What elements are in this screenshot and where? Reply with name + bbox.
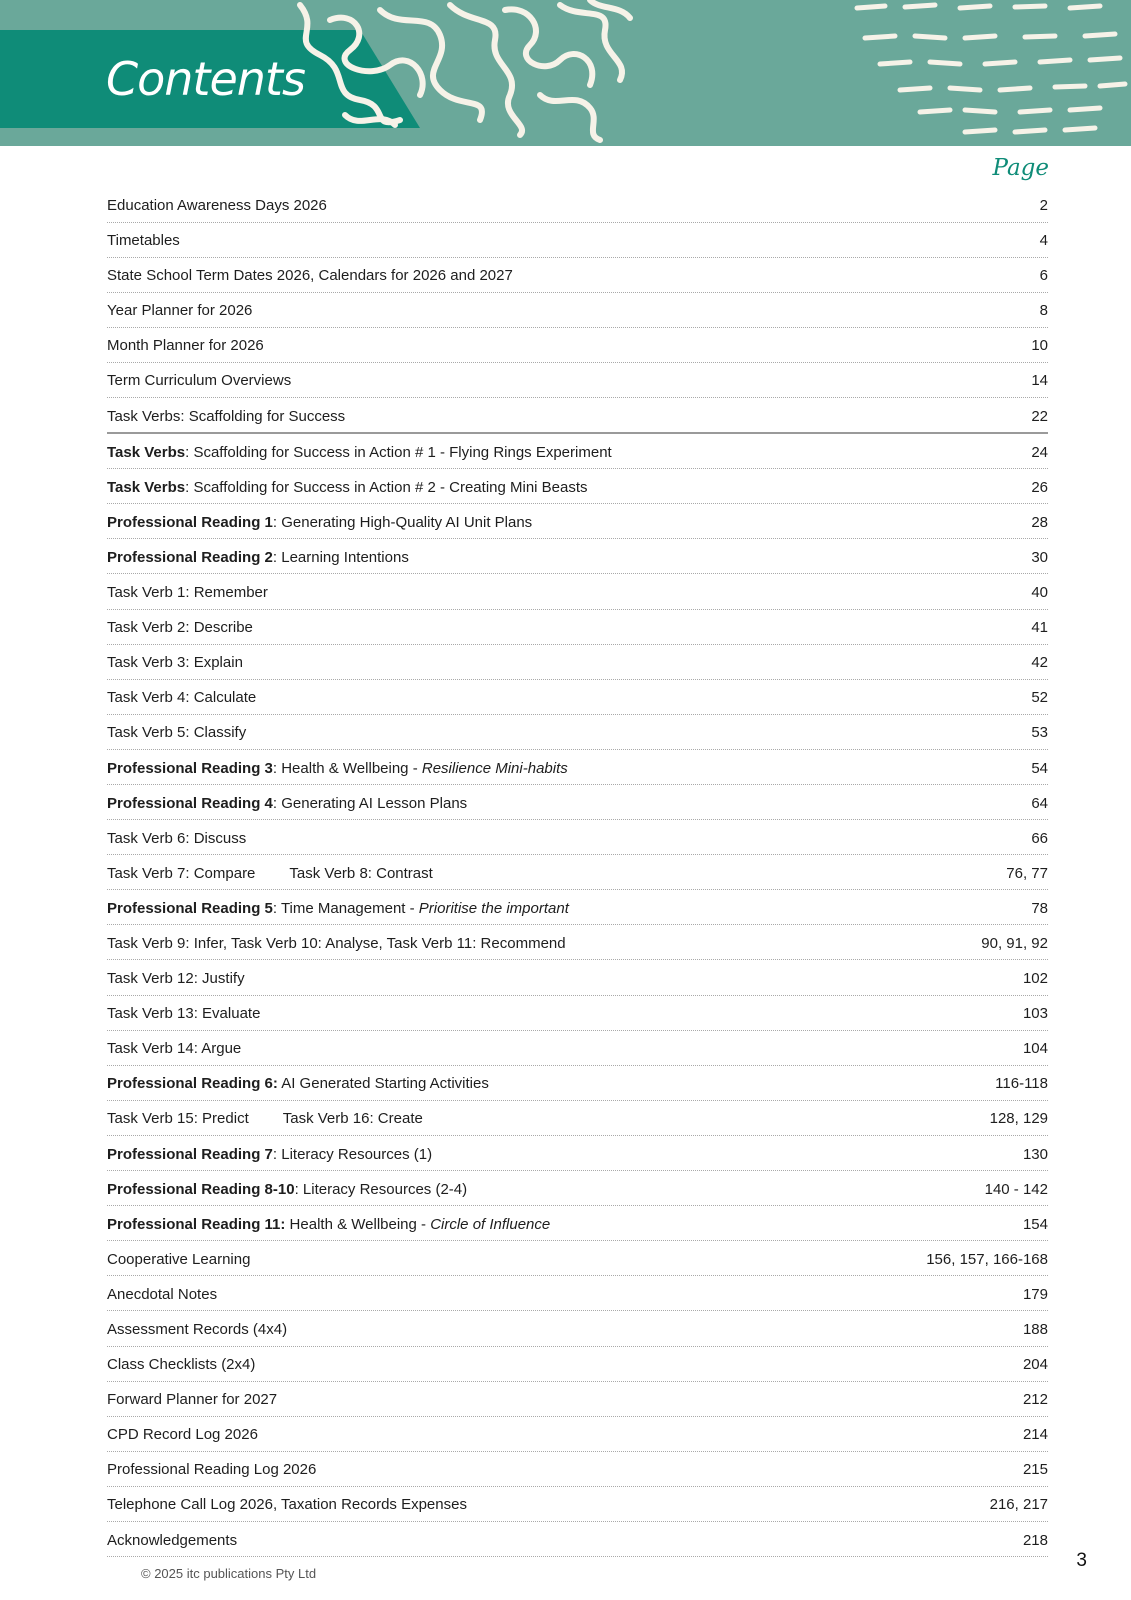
toc-entry-page: 41: [1031, 619, 1048, 637]
toc-entry-page: 52: [1031, 689, 1048, 707]
toc-entry-page: 8: [1039, 302, 1048, 320]
dash-pattern: [857, 5, 1125, 132]
toc-row: [107, 1349, 1048, 1382]
toc-entry-text: Health & Wellbeing -: [285, 1215, 431, 1233]
toc-row: [107, 401, 1048, 435]
toc-row: [107, 928, 1048, 961]
toc-row: [107, 577, 1048, 610]
toc-entry-title: [107, 1244, 250, 1275]
toc-entry-bold: Professional Reading 2: [107, 548, 273, 566]
toc-entry-italic: Circle of Influence: [430, 1215, 551, 1233]
toc-entry-bold: Professional Reading 6:: [107, 1075, 278, 1093]
toc-row: [107, 998, 1048, 1031]
toc-row: [107, 788, 1048, 821]
toc-entry-bold: Task Verbs: [107, 443, 186, 461]
toc-entry-page: 14: [1031, 372, 1048, 390]
toc-entry-bold: Professional Reading 8-10: [107, 1180, 295, 1198]
toc-entry-title: [107, 1525, 237, 1556]
toc-entry-page: 116-118: [995, 1075, 1048, 1093]
toc-entry-title: [107, 1174, 467, 1205]
toc-entry-title: [107, 647, 243, 678]
toc-row: [107, 753, 1048, 786]
toc-entry-text: Task Verb 14: Argue: [107, 1040, 242, 1058]
toc-entry-text: Term Curriculum Overviews: [107, 372, 292, 390]
toc-row: [107, 1454, 1048, 1487]
toc-entry-text: CPD Record Log 2026: [107, 1426, 258, 1444]
toc-row: [107, 1419, 1048, 1452]
page-header: [0, 0, 1131, 146]
toc-entry-bold: Professional Reading 5: [107, 899, 273, 917]
toc-row: [107, 365, 1048, 398]
toc-row: [107, 1279, 1048, 1312]
toc-entry-text: : Scaffolding for Success in Action # 1 - Flying Rings Experiment: [185, 443, 612, 461]
toc-entry-title: [107, 295, 252, 326]
toc-entry-text: Class Checklists (2x4): [107, 1356, 256, 1374]
toc-entry-title: [107, 472, 588, 503]
toc-entry-italic: Resilience Mini-habits: [421, 759, 568, 777]
toc-entry-text: Task Verb 13: Evaluate: [107, 1005, 261, 1023]
toc-entry-page: 22: [1031, 407, 1048, 425]
toc-entry-page: 128, 129: [989, 1110, 1048, 1128]
toc-entry-bold: Professional Reading 1: [107, 513, 273, 531]
toc-entry-page: 215: [1022, 1461, 1048, 1479]
toc-entry-text: : Health & Wellbeing -: [272, 759, 422, 777]
toc-entry-text: : Learning Intentions: [272, 548, 409, 566]
toc-row: [107, 1103, 1048, 1136]
toc-row: [107, 717, 1048, 750]
toc-entry-text: Assessment Records (4x4): [107, 1321, 288, 1338]
toc-entry-text: Anecdotal Notes: [107, 1285, 218, 1303]
toc-row: [107, 1489, 1048, 1522]
toc-entry-page: 26: [1031, 478, 1048, 496]
toc-entry-title: [107, 1139, 432, 1170]
toc-entry-text: Professional Reading Log 2026: [107, 1461, 317, 1479]
toc-entry-title: [107, 753, 568, 784]
toc-entry-page: 42: [1031, 654, 1048, 672]
toc-row: [107, 260, 1048, 293]
toc-entry-page: 188: [1022, 1321, 1048, 1338]
toc-entry-title: [107, 893, 569, 924]
toc-entry-title: [107, 858, 433, 889]
toc-entry-title: [107, 1349, 255, 1380]
toc-entry-text: : Scaffolding for Success in Action # 2 - Creating Mini Beasts: [185, 478, 588, 496]
toc-row: [107, 858, 1048, 891]
toc-entry-italic: Prioritise the important: [418, 899, 569, 917]
toc-entry-page: 4: [1039, 232, 1048, 250]
toc-entry-page: 2: [1039, 197, 1048, 214]
toc-row: [107, 1033, 1048, 1066]
toc-entry-page: 53: [1031, 724, 1048, 742]
copyright-notice: © 2025 itc publications Pty Ltd: [141, 1566, 317, 1581]
toc-entry-page: 140 - 142: [984, 1180, 1048, 1198]
toc-entry-text: Forward Planner for 2027: [107, 1391, 278, 1409]
toc-entry-text: : Generating AI Lesson Plans: [272, 794, 468, 812]
toc-entry-title: [107, 928, 566, 959]
toc-entry-title: [107, 1314, 287, 1345]
toc-entry-page: 214: [1022, 1426, 1048, 1444]
toc-entry-text: State School Term Dates 2026, Calendars for 2026 and 2027: [107, 267, 513, 285]
toc-entry-title: [107, 1419, 258, 1450]
toc-entry-title: [107, 190, 327, 221]
page-number: 3: [1076, 1550, 1087, 1571]
toc-entry-title: [107, 260, 513, 291]
toc-entry-title: [107, 1279, 217, 1310]
toc-entry-bold: Professional Reading 4: [107, 794, 273, 812]
toc-entry-title: [107, 998, 260, 1029]
toc-row: [107, 472, 1048, 505]
toc-entry-title: [107, 577, 268, 608]
toc-entry-title: [107, 1454, 316, 1485]
toc-entry-bold: Professional Reading 7: [107, 1145, 273, 1163]
toc-entry-page: 179: [1022, 1285, 1048, 1303]
toc-entry-page: 78: [1031, 899, 1048, 917]
toc-entry-title: [107, 1209, 550, 1240]
toc-entry-bold: Professional Reading 3: [107, 759, 273, 777]
toc-entry-title: [107, 1489, 467, 1520]
toc-entry-page: 218: [1022, 1531, 1048, 1549]
toc-entry-text: Task Verb 6: Discuss: [107, 829, 247, 847]
toc-entry-text: : Literacy Resources (1): [272, 1145, 433, 1163]
toc-entry-text: Telephone Call Log 2026, Taxation Records Expenses: [107, 1496, 467, 1514]
toc-row: [107, 1384, 1048, 1417]
toc-entry-text: : Literacy Resources (2-4): [294, 1180, 468, 1198]
toc-entry-page: 156, 157, 166-168: [926, 1250, 1048, 1268]
page-title: Contents: [106, 52, 305, 106]
toc-row: [107, 1314, 1048, 1347]
toc-entry-page: 40: [1031, 584, 1048, 602]
table-of-contents: [107, 190, 1048, 1560]
toc-entry-text: Task Verb 9: Infer, Task Verb 10: Analyse, Task Verb 11: Recommend: [107, 934, 566, 952]
toc-entry-bold: Professional Reading 11:: [107, 1215, 286, 1233]
toc-row: [107, 190, 1048, 223]
toc-entry-text: Task Verb 5: Classify: [107, 724, 247, 742]
toc-entry-bold: Task Verbs: [107, 478, 186, 496]
toc-entry-text: Task Verb 7: Compare: [107, 864, 256, 882]
toc-entry-text: : Generating High-Quality AI Unit Plans: [272, 513, 533, 531]
toc-entry-page: 64: [1031, 794, 1048, 812]
toc-row: [107, 647, 1048, 680]
toc-entry-text: Task Verb 4: Calculate: [107, 689, 257, 707]
toc-row: [107, 1209, 1048, 1242]
toc-entry-page: 204: [1022, 1356, 1048, 1374]
toc-entry-title: [107, 401, 345, 432]
toc-entry-page: 28: [1031, 513, 1048, 531]
toc-entry-text: Timetables: [107, 232, 180, 250]
toc-entry-secondary: Task Verb 8: Contrast: [289, 864, 433, 882]
toc-entry-title: [107, 365, 291, 396]
toc-entry-page: 130: [1022, 1145, 1048, 1163]
toc-entry-page: 103: [1022, 1005, 1048, 1023]
toc-entry-title: [107, 963, 245, 994]
toc-entry-page: 24: [1031, 443, 1048, 461]
toc-row: [107, 295, 1048, 328]
toc-entry-page: 102: [1022, 970, 1048, 988]
toc-entry-text: Task Verbs: Scaffolding for Success: [107, 407, 346, 425]
toc-entry-text: Year Planner for 2026: [107, 302, 253, 320]
toc-row: [107, 1174, 1048, 1207]
toc-entry-text: Acknowledgements: [107, 1531, 238, 1549]
page-column-heading: Page: [992, 155, 1049, 181]
toc-entry-text: Task Verb 2: Describe: [107, 619, 253, 637]
toc-entry-text: Task Verb 12: Justify: [107, 970, 245, 988]
toc-row: [107, 1244, 1048, 1277]
toc-entry-page: 154: [1022, 1215, 1048, 1233]
toc-entry-page: 76, 77: [1006, 864, 1048, 882]
toc-entry-text: Task Verb 1: Remember: [107, 584, 268, 602]
toc-row: [107, 682, 1048, 715]
toc-entry-secondary: Task Verb 16: Create: [282, 1110, 423, 1128]
toc-row: [107, 542, 1048, 575]
toc-entry-title: [107, 788, 467, 819]
toc-row: [107, 1068, 1048, 1101]
toc-entry-text: Task Verb 15: Predict: [107, 1110, 249, 1128]
toc-entry-title: [107, 507, 532, 538]
toc-entry-title: [107, 1384, 277, 1415]
toc-entry-page: 54: [1031, 759, 1048, 777]
toc-entry-page: 104: [1022, 1040, 1048, 1058]
toc-entry-page: 66: [1031, 829, 1048, 847]
toc-entry-title: [107, 612, 253, 643]
toc-row: [107, 330, 1048, 363]
toc-entry-text: AI Generated Starting Activities: [277, 1075, 489, 1093]
toc-entry-text: Task Verb 3: Explain: [107, 654, 243, 672]
toc-entry-page: 216, 217: [989, 1496, 1048, 1514]
toc-entry-text: Education Awareness Days 2026: [107, 197, 327, 214]
toc-row: [107, 1525, 1048, 1558]
toc-entry-page: 212: [1022, 1391, 1048, 1409]
toc-entry-title: [107, 717, 246, 748]
toc-entry-page: 6: [1039, 267, 1048, 285]
toc-entry-title: [107, 330, 264, 361]
toc-entry-title: [107, 823, 246, 854]
toc-row: [107, 893, 1048, 926]
toc-row: [107, 963, 1048, 996]
toc-entry-page: 10: [1031, 337, 1048, 355]
toc-entry-title: [107, 682, 256, 713]
toc-entry-text: Cooperative Learning: [107, 1250, 251, 1268]
toc-row: [107, 437, 1048, 470]
toc-entry-title: [107, 1033, 241, 1064]
toc-entry-title: [107, 437, 612, 468]
toc-row: [107, 507, 1048, 540]
toc-entry-page: 90, 91, 92: [981, 934, 1048, 952]
toc-row: [107, 1139, 1048, 1172]
toc-entry-page: 30: [1031, 548, 1048, 566]
toc-row: [107, 823, 1048, 856]
toc-entry-title: [107, 1068, 489, 1099]
toc-row: [107, 225, 1048, 258]
toc-entry-title: [107, 542, 409, 573]
toc-entry-title: [107, 225, 180, 256]
toc-entry-text: : Time Management -: [272, 899, 419, 917]
toc-entry-text: Month Planner for 2026: [107, 337, 264, 355]
toc-entry-title: [107, 1103, 423, 1134]
toc-row: [107, 612, 1048, 645]
